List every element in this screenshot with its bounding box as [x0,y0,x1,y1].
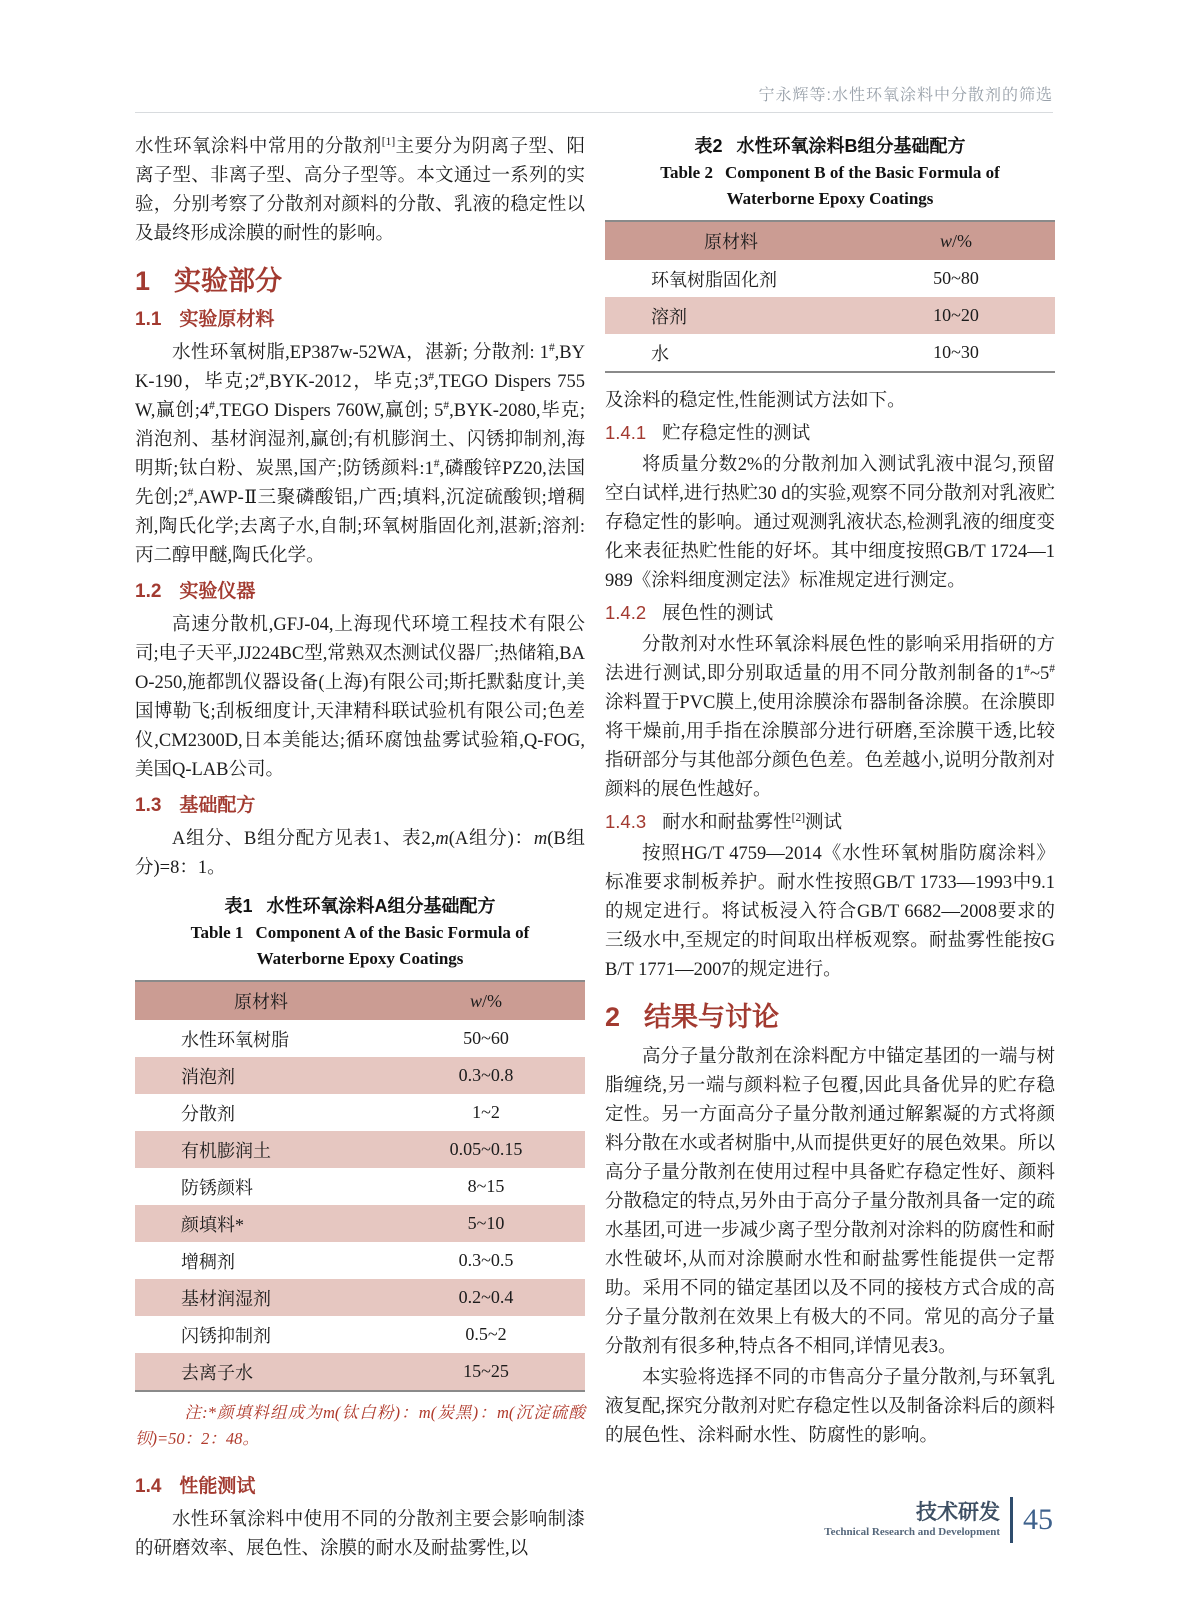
table2-title-en [605,160,1055,186]
cell-material: 水 [651,343,669,364]
heading-title: 实验部分 [174,266,283,296]
heading-title: 耐水和耐盐雾性[2]测试 [662,811,843,833]
heading-title: 贮存稳定性的测试 [662,424,811,444]
table1-title-en [135,920,585,946]
cell-material: 防锈颜料 [181,1177,253,1198]
cell-material: 颜填料* [181,1214,244,1235]
cell-value: 0.3~0.5 [458,1250,514,1270]
cell-material: 水性环氧树脂 [181,1029,289,1050]
table-row [135,1020,585,1057]
heading-number: 1.4.1 [605,422,647,443]
page-number: 45 [1023,1503,1053,1536]
heading-title: 结果与讨论 [644,1002,780,1032]
heading-number: 1.1 [135,309,162,330]
subsubsection-heading-1-4-3 [605,807,1055,838]
subsection-heading-1-2 [135,579,585,605]
table1-title-en2: Waterborne Epoxy Coatings [256,949,464,968]
heading-number: 1 [135,266,151,296]
table-header-row [135,981,585,1020]
heading-title: 性能测试 [179,1476,256,1497]
heading-title: 实验仪器 [179,581,256,602]
instruments-paragraph: 高速分散机,GFJ-04,上海现代环境工程技术有限公司;电子天平,JJ224BC型,常熟双杰测试仪器厂;热储箱,BAO-250,施都凯仪器设备(上海)有限公司;斯托默黏度计,美国博勒飞;刮板细度计,天津精科联试验机有限公司;色差仪,CM2300D,日本美能达;循环腐蚀盐雾试验箱,Q-FOG,美国Q-LAB公司。 [135,615,585,780]
formula-paragraph: A组分、B组分配方见表1、表2,m(A组分)：m(B组分)=8：1。 [135,829,586,878]
left-column [135,133,585,1566]
column-header-weight-percent: w/% [857,221,1055,260]
cell-value: 0.5~2 [465,1324,507,1344]
table-row [135,1316,585,1353]
page-footer [824,1497,1053,1543]
cell-material: 基材润湿剂 [181,1288,271,1309]
cell-value: 0.2~0.4 [458,1287,514,1307]
table2-title-en2: Waterborne Epoxy Coatings [726,189,934,208]
cell-value: 50~60 [463,1028,509,1048]
table1-caption-en: Component A of the Basic Formula of [255,923,530,942]
water-salt-spray-paragraph: 按照HG/T 4759—2014《水性环氧树脂防腐涂料》标准要求制板养护。耐水性按照GB/T 1733—1993中9.1的规定进行。将试板浸入符合GB/T 6682—2008要求的三级水中,至规定的时间取出样板观察。耐盐雾性能按GB/T 1771—2007的规定进行。 [605,844,1055,980]
materials-paragraph: 水性环氧树脂,EP387w-52WA，湛新; 分散剂: 1#,BYK-190，毕克;2#,BYK-2012，毕克;3#,TEGO Dispers 755W,赢创;4#,TEGO Dispers 760W,赢创; 5#,BYK-2080,毕克;消泡剂、基材润湿剂,赢创;有机膨润土、闪锈抑制剂,海明斯;钛白粉、炭黑,国产;防锈颜料:1#,磷酸锌PZ20,法国先创;2#,AWP-Ⅱ三聚磷酸铝,广西;填料,沉淀硫酸钡;增稠剂,陶氏化学;去离子水,自制;环氧树脂固化剂,湛新;溶剂:丙二醇甲醚,陶氏化学。 [135,341,586,566]
table-row [135,1057,585,1094]
section-heading-1 [135,265,585,297]
table1-caption-cn: 水性环氧涂料A组分基础配方 [266,896,496,916]
cell-value: 5~10 [467,1213,505,1233]
heading-number: 2 [605,1002,621,1032]
footer-divider [1010,1497,1013,1543]
table1-note: 注:*颜填料组成为m(钛白粉)：m(炭黑)：m(沉淀硫酸钡)=50：2：48。 [135,1403,585,1448]
table1-label-cn: 表1 [224,896,253,916]
table2 [605,220,1055,373]
table2-block [605,133,1055,373]
table1 [135,980,585,1392]
heading-title: 展色性的测试 [662,604,774,624]
table-row [135,1279,585,1316]
intro-paragraph: 水性环氧涂料中常用的分散剂[1]主要分为阴离子型、阳离子型、非离子型、高分子型等。本文通过一系列的实验，分别考察了分散剂对颜料的分散、乳液的稳定性以及最终形成涂膜的耐性的影响。 [135,135,585,244]
right-column [605,133,1055,1566]
continuation-paragraph: 及涂料的稳定性,性能测试方法如下。 [605,391,906,411]
two-column-body [135,133,1055,1566]
heading-number: 1.4.2 [605,602,647,623]
table1-label-en: Table 1 [190,923,244,942]
table-row [605,334,1055,372]
cell-value: 0.3~0.8 [458,1065,514,1085]
table-row [135,1353,585,1391]
heading-title: 实验原材料 [179,309,275,330]
discussion-paragraph-2: 本实验将选择不同的市售高分子量分散剂,与环氧乳液复配,探究分散剂对贮存稳定性以及制备涂料后的颜料的展色性、涂料耐水性、防腐性的影响。 [605,1368,1055,1446]
cell-material: 分散剂 [181,1103,235,1124]
cell-value: 10~30 [933,342,979,362]
cell-material: 增稠剂 [181,1251,235,1272]
subsection-heading-1-4 [135,1474,585,1500]
table2-caption-cn: 水性环氧涂料B组分基础配方 [736,136,966,156]
section-heading-2 [605,1001,1055,1033]
cell-material: 去离子水 [181,1362,253,1383]
table2-title-cn [605,133,1055,160]
table2-label-cn: 表2 [694,136,723,156]
subsection-heading-1-3 [135,793,585,819]
column-header-material: 原材料 [135,981,387,1020]
footer-section-cn: 技术研发 [916,1500,1000,1524]
table-row [135,1242,585,1279]
table-row [135,1131,585,1168]
cell-value: 8~15 [467,1176,505,1196]
cell-value: 0.05~0.15 [449,1139,523,1159]
table-row [605,297,1055,334]
heading-title: 基础配方 [179,795,256,816]
footer-section-labels [824,1501,1000,1540]
subsubsection-heading-1-4-1 [605,418,1055,449]
cell-material: 溶剂 [651,306,687,327]
header-rule [135,112,1053,113]
column-header-material: 原材料 [605,221,857,260]
table-header-row [605,221,1055,260]
footer-section-en: Technical Research and Development [824,1525,1000,1538]
color-development-paragraph: 分散剂对水性环氧涂料展色性的影响采用指研的方法进行测试,即分别取适量的用不同分散剂制备的1#~5#涂料置于PVC膜上,使用涂膜涂布器制备涂膜。在涂膜即将干燥前,用手指在涂膜部分进行研磨,至涂膜干透,比较指研部分与其他部分颜色色差。色差越小,说明分散剂对颜料的展色性越好。 [605,635,1055,800]
storage-stability-paragraph: 将质量分数2%的分散剂加入测试乳液中混匀,预留空白试样,进行热贮30 d的实验,观察不同分散剂对乳液贮存稳定性的影响。通过观测乳液状态,检测乳液的细度变化来表征热贮性能的好坏。其中细度按照GB/T 1724—1989《涂料细度测定法》标准规定进行测定。 [605,455,1055,591]
table-row [135,1205,585,1242]
cell-value: 50~80 [933,268,979,288]
subsubsection-heading-1-4-2 [605,598,1055,629]
table1-title-cn [135,893,585,920]
heading-number: 1.3 [135,795,162,816]
table-row [605,260,1055,297]
cell-value: 15~25 [463,1361,509,1381]
table-row [135,1094,585,1131]
heading-number: 1.4.3 [605,811,647,832]
cell-material: 消泡剂 [181,1066,235,1087]
heading-number: 1.2 [135,581,162,602]
heading-number: 1.4 [135,1476,162,1497]
cell-value: 10~20 [933,305,979,325]
subsection-heading-1-1 [135,307,585,333]
cell-value: 1~2 [472,1102,500,1122]
table-row [135,1168,585,1205]
table2-label-en: Table 2 [660,163,713,182]
cell-material: 闪锈抑制剂 [181,1325,271,1346]
table1-block [135,893,585,1452]
discussion-paragraph-1: 高分子量分散剂在涂料配方中锚定基团的一端与树脂缠绕,另一端与颜料粒子包覆,因此具备优异的贮存稳定性。另一方面高分子量分散剂通过解絮凝的方式将颜料分散在水或者树脂中,从而提供更好的展色效果。所以高分子量分散剂在使用过程中具备贮存稳定性好、颜料分散稳定的特点,另外由于高分子量分散剂具备一定的疏水基团,可进一步减少离子型分散剂对涂料的防腐性和耐水性破坏,从而对涂膜耐水性和耐盐雾性能提供一定帮助。采用不同的锚定基团以及不同的接枝方式合成的高分子量分散剂在效果上有极大的不同。常见的高分子量分散剂有很多种,特点各不相同,详情见表3。 [605,1047,1055,1357]
cell-material: 环氧树脂固化剂 [651,269,777,290]
running-head: 宁永辉等:水性环氧涂料中分散剂的筛选 [758,87,1053,104]
table2-caption-en: Component B of the Basic Formula of [724,163,1000,182]
column-header-weight-percent: w/% [387,981,585,1020]
cell-material: 有机膨润土 [181,1140,271,1161]
performance-paragraph: 水性环氧涂料中使用不同的分散剂主要会影响制漆的研磨效率、展色性、涂膜的耐水及耐盐雾性,以 [135,1510,585,1559]
